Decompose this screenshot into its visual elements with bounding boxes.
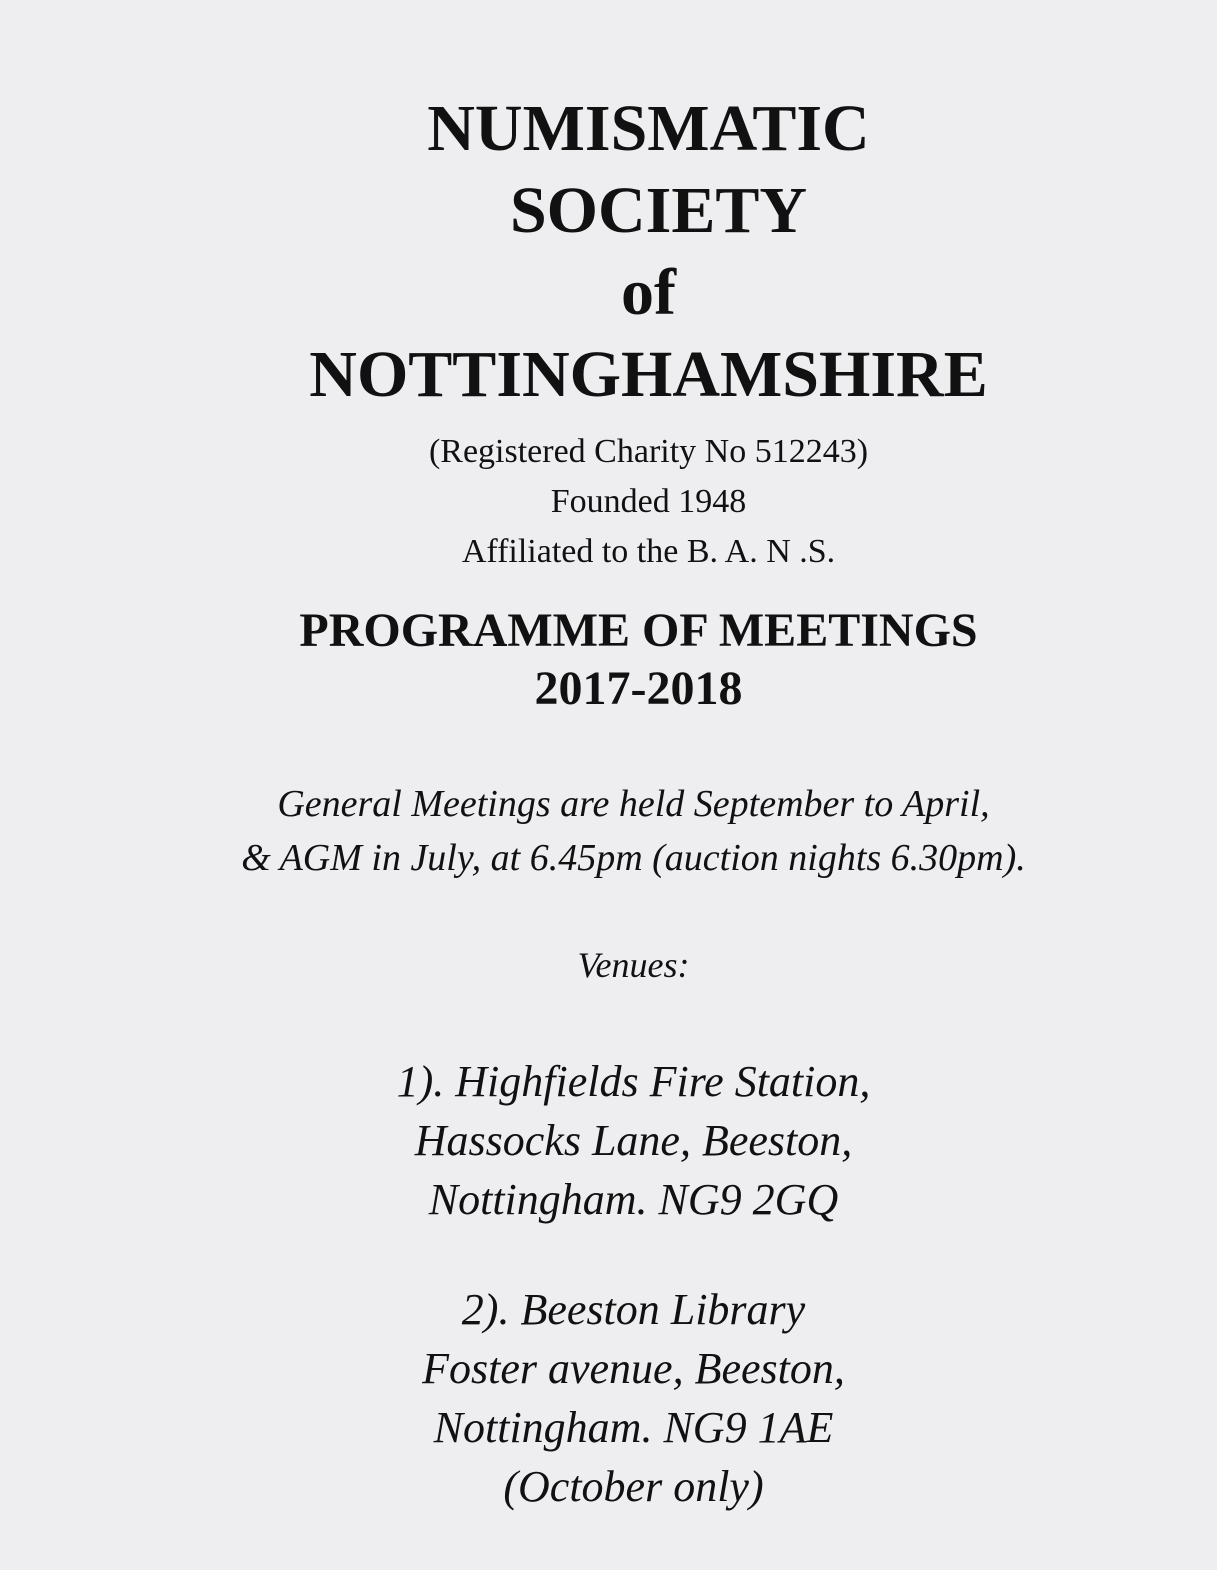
meetings-info-line-2: & AGM in July, at 6.45pm (auction nights 6.30pm). bbox=[241, 837, 1026, 879]
title-line-3: of bbox=[621, 256, 676, 329]
venue-2-line-2: Foster avenue, Beeston, bbox=[422, 1344, 845, 1393]
meetings-info bbox=[25, 777, 1217, 885]
venue-1-line-2: Hassocks Lane, Beeston, bbox=[414, 1116, 853, 1165]
venue-2 bbox=[25, 1280, 1217, 1516]
title-line-4: NOTTINGHAMSHIRE bbox=[309, 338, 988, 411]
venue-2-line-1: 2). Beeston Library bbox=[461, 1285, 806, 1334]
society-title bbox=[40, 88, 1217, 416]
venues-label-text: Venues: bbox=[577, 945, 690, 985]
venue-1-line-1: 1). Highfields Fire Station, bbox=[396, 1057, 871, 1106]
venues-label bbox=[25, 940, 1217, 990]
venue-2-line-3: Nottingham. NG9 1AE bbox=[433, 1403, 834, 1452]
programme-heading bbox=[30, 602, 1217, 718]
programme-title: PROGRAMME OF MEETINGS bbox=[299, 604, 978, 657]
meetings-info-line-1: General Meetings are held September to April, bbox=[277, 783, 990, 825]
programme-season: 2017-2018 bbox=[534, 662, 743, 715]
title-line-1: NUMISMATIC bbox=[427, 92, 870, 165]
venue-1 bbox=[25, 1052, 1217, 1229]
venue-1-line-3: Nottingham. NG9 2GQ bbox=[428, 1175, 839, 1224]
founded-year: Founded 1948 bbox=[550, 483, 747, 520]
title-line-2: SOCIETY bbox=[509, 174, 808, 247]
affiliation: Affiliated to the B. A. N .S. bbox=[461, 533, 836, 570]
society-details bbox=[40, 427, 1217, 577]
venue-2-line-4: (October only) bbox=[503, 1462, 764, 1511]
charity-number: (Registered Charity No 512243) bbox=[428, 433, 869, 470]
